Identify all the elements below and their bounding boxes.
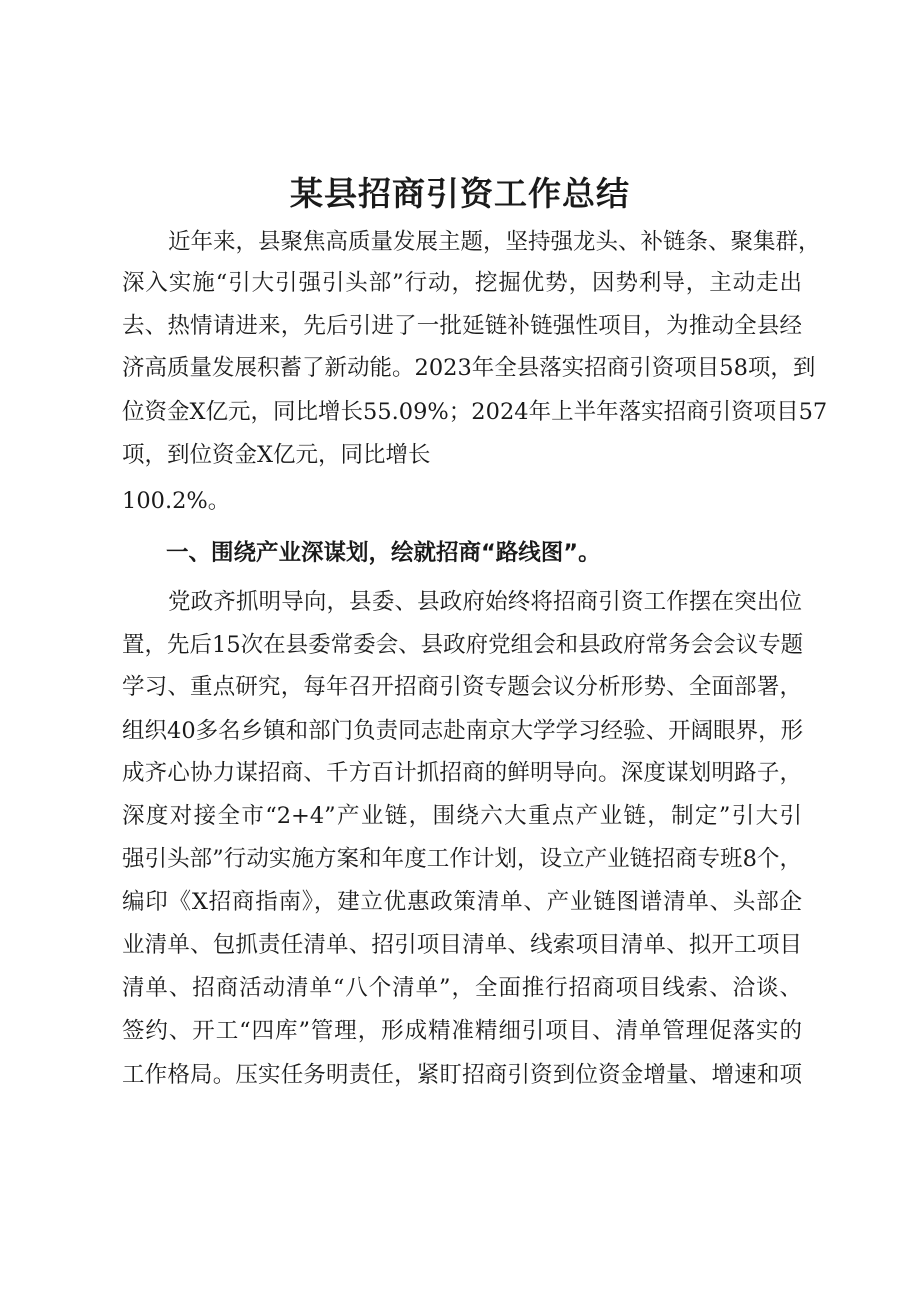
paragraph-line: 业清单、包抓责任清单、招引项目清单、线索项目清单、拟开工项目 bbox=[122, 932, 802, 958]
paragraph-line: 工作格局。压实任务明责任，紧盯招商引资到位资金增量、增速和项 bbox=[122, 1062, 802, 1088]
paragraph-line: 近年来，县聚焦高质量发展主题，坚持强龙头、补链条、聚集群， bbox=[168, 229, 821, 255]
paragraph-line: 强引头部”行动实施方案和年度工作计划，设立产业链招商专班8个， bbox=[122, 846, 802, 872]
paragraph-line: 学习、重点研究，每年召开招商引资专题会议分析形势、全面部署， bbox=[122, 674, 802, 700]
paragraph-line: 成齐心协力谋招商、千方百计抓招商的鲜明导向。深度谋划明路子， bbox=[122, 760, 802, 786]
section-heading: 一、围绕产业深谋划，绘就招商“路线图”。 bbox=[166, 540, 601, 566]
paragraph-line: 深度对接全市“2+4”产业链，围绕六大重点产业链，制定”引大引 bbox=[122, 803, 802, 829]
document-title: 某县招商引资工作总结 bbox=[290, 174, 630, 213]
paragraph-line: 100.2%。 bbox=[122, 488, 231, 514]
paragraph-line: 组织40多名乡镇和部门负责同志赴南京大学学习经验、开阔眼界，形 bbox=[122, 718, 804, 744]
paragraph-line: 签约、开工“四库”管理，形成精准精细引项目、清单管理促落实的 bbox=[122, 1018, 802, 1044]
paragraph-line: 项，到位资金X亿元，同比增长 bbox=[122, 442, 431, 468]
paragraph-line: 济高质量发展积蓄了新动能。2023年全县落实招商引资项目58项，到 bbox=[122, 355, 816, 381]
paragraph-line: 编印《X招商指南》，建立优惠政策清单、产业链图谱清单、头部企 bbox=[122, 889, 802, 915]
paragraph-line: 位资金X亿元，同比增长55.09%；2024年上半年落实招商引资项目57 bbox=[122, 399, 828, 425]
paragraph-line: 党政齐抓明导向，县委、县政府始终将招商引资工作摆在突出位 bbox=[168, 589, 802, 615]
paragraph-line: 清单、招商活动清单“八个清单”，全面推行招商项目线索、洽谈、 bbox=[122, 975, 802, 1001]
paragraph-line: 置，先后15次在县委常委会、县政府党组会和县政府常务会会议专题 bbox=[122, 632, 804, 658]
paragraph-line: 去、热情请进来，先后引进了一批延链补链强性项目，为推动全县经 bbox=[122, 313, 802, 339]
paragraph-line: 深入实施“引大引强引头部”行动，挖掘优势，因势利导，主动走出 bbox=[122, 270, 802, 296]
